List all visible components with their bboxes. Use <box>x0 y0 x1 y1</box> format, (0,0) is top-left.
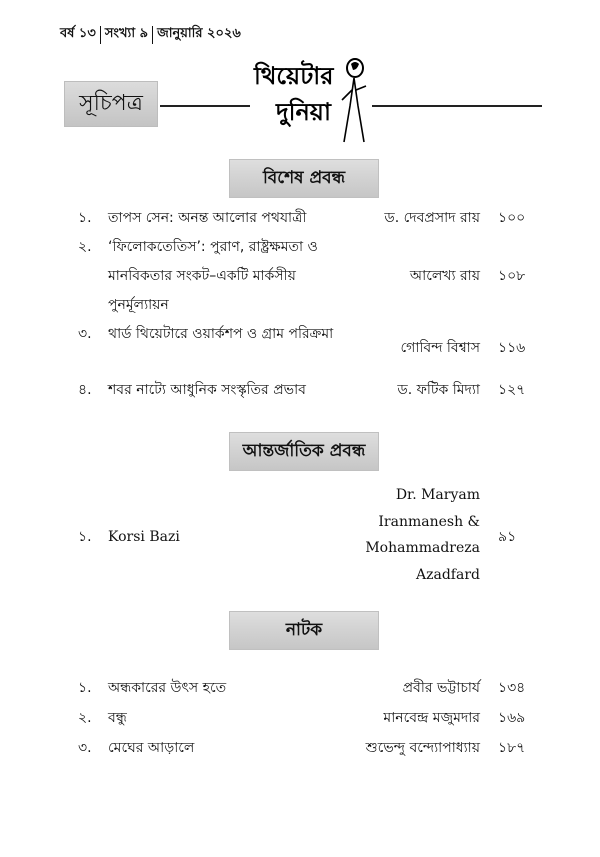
section-heading-international-essays <box>229 432 379 471</box>
issue-date: জানুয়ারি ২০২৬ <box>157 26 241 41</box>
entry-page: ১০০ <box>498 210 526 226</box>
toc-entry[interactable] <box>78 482 538 592</box>
logo-line-1: থিয়েটার <box>254 62 334 90</box>
entry-author: আলেখ্য রায় <box>409 268 480 284</box>
entry-number: ২. <box>78 239 92 255</box>
author-line: Azadfard <box>416 566 480 583</box>
logo-line-2: দুনিয়া <box>276 98 331 126</box>
entry-number: ১. <box>78 210 92 226</box>
entry-number: ৩. <box>78 326 92 342</box>
entry-author: গোবিন্দ বিশ্বাস <box>400 340 480 356</box>
magazine-logo <box>250 56 370 146</box>
entry-title: অন্ধকারের উৎস হতে <box>108 680 227 696</box>
toc-label: সূচিপত্র <box>79 90 143 116</box>
entry-number: ২. <box>78 710 92 726</box>
divider <box>152 26 153 44</box>
entry-author: শুভেন্দু বন্দ্যোপাধ্যায় <box>365 740 480 756</box>
entry-author: ড. দেবপ্রসাদ রায় <box>384 210 480 226</box>
entry-page: ১৮৭ <box>498 740 526 756</box>
toc-label-box <box>64 81 158 127</box>
entry-title: মেঘের আড়ালে <box>108 740 195 756</box>
author-line: Dr. Maryam <box>395 487 480 503</box>
section-heading-text: বিশেষ প্রবন্ধ <box>262 167 346 188</box>
entry-number: ১. <box>78 680 92 696</box>
header-rule-right <box>372 105 542 107</box>
header-rule-left <box>160 105 250 107</box>
section-heading-text: আন্তর্জাতিক প্রবন্ধ <box>242 440 366 461</box>
entry-title: Korsi Bazi <box>108 529 180 545</box>
divider <box>100 26 101 44</box>
entry-page: ১২৭ <box>498 382 526 398</box>
entry-title: শবর নাট্যে আধুনিক সংস্কৃতির প্রভাব <box>108 382 306 398</box>
entry-author: ড. ফটিক মিদ্যা <box>397 382 480 398</box>
entry-number: ১. <box>78 529 92 545</box>
entry-page: ৯১ <box>498 529 517 545</box>
entry-title: তাপস সেন: অনন্ত আলোর পথযাত্রী <box>108 210 307 226</box>
author-line: Iranmanesh & <box>378 513 480 530</box>
entry-number: ৪. <box>78 382 92 398</box>
section-heading-plays <box>229 611 379 650</box>
issue-info <box>60 24 241 45</box>
dancer-figure-icon <box>338 56 368 144</box>
section-heading-special-essays <box>229 159 379 198</box>
entry-page: ১০৮ <box>498 268 526 284</box>
entry-page: ১৩৪ <box>498 680 526 696</box>
entry-author <box>365 482 480 588</box>
entry-number: ৩. <box>78 740 92 756</box>
issue-number: সংখ্যা ৯ <box>104 26 149 41</box>
entry-author: প্রবীর ভট্টাচার্য <box>402 680 480 696</box>
issue-volume: বর্ষ ১৩ <box>60 26 96 41</box>
entry-page: ১১৬ <box>498 340 526 356</box>
entry-title: বন্ধু <box>108 710 127 726</box>
entry-title: থার্ড থিয়েটারে ওয়ার্কশপ ও গ্রাম পরিক্রমা <box>108 326 334 342</box>
entry-title: ‘ফিলোকতেতিস’: পুরাণ, রাষ্ট্রক্ষমতা ও মানবিকতার সংকট–একটি মার্কসীয় পুনর্মূল্যায়ন <box>108 239 318 313</box>
entry-page: ১৬৯ <box>498 710 526 726</box>
entry-author: মানবেন্দ্র মজুমদার <box>383 710 480 726</box>
section-heading-text: নাটক <box>285 619 323 640</box>
author-line: Mohammadreza <box>365 540 480 556</box>
